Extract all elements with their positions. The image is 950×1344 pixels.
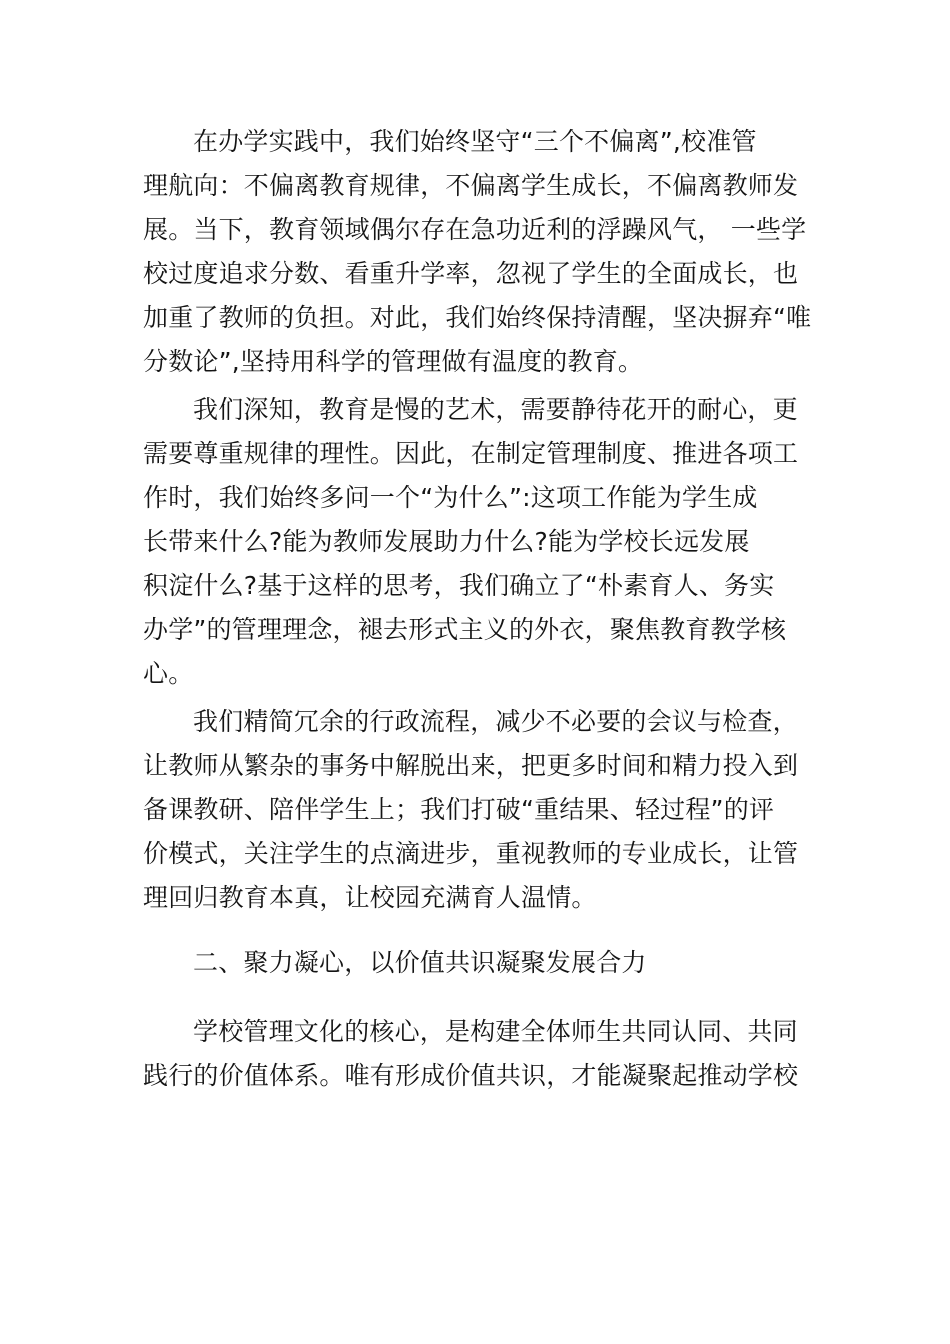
paragraph-line: 理回归教育本真，让校园充满育人温情。 bbox=[143, 883, 597, 912]
paragraph-line: 理航向：不偏离教育规律，不偏离学生成长，不偏离教师发 bbox=[143, 171, 799, 200]
paragraph-line: 长带来什么?能为教师发展助力什么?能为学校长远发展 bbox=[143, 527, 750, 556]
paragraph-line: 在办学实践中，我们始终坚守“三个不偏离”,校准管 bbox=[193, 127, 757, 156]
paragraph-line: 践行的价值体系。唯有形成价值共识，才能凝聚起推动学校 bbox=[143, 1061, 799, 1090]
paragraph-line: 加重了教师的负担。对此，我们始终保持清醒，坚决摒弃“唯 bbox=[143, 303, 812, 332]
paragraph-line: 校过度追求分数、看重升学率，忽视了学生的全面成长，也 bbox=[143, 259, 799, 288]
paragraph-line: 积淀什么?基于这样的思考，我们确立了“朴素育人、务实 bbox=[143, 571, 775, 600]
paragraph-line: 办学”的管理理念，褪去形式主义的外衣，聚焦教育教学核 bbox=[143, 615, 787, 644]
paragraph-line: 分数论”,坚持用科学的管理做有温度的教育。 bbox=[143, 347, 644, 376]
paragraph-line: 备课教研、陪伴学生上；我们打破“重结果、轻过程”的评 bbox=[143, 795, 775, 824]
paragraph-line: 价模式，关注学生的点滴进步，重视教师的专业成长，让管 bbox=[143, 839, 799, 868]
paragraph-line: 学校管理文化的核心，是构建全体师生共同认同、共同 bbox=[193, 1017, 798, 1046]
section-heading: 二、聚力凝心，以价值共识凝聚发展合力 bbox=[193, 948, 647, 977]
paragraph-line: 心。 bbox=[143, 659, 194, 688]
paragraph-line: 作时，我们始终多问一个“为什么”:这项工作能为学生成 bbox=[143, 483, 758, 512]
paragraph-line: 我们精简冗余的行政流程，减少不必要的会议与检查， bbox=[193, 707, 798, 736]
paragraph-line: 需要尊重规律的理性。因此，在制定管理制度、推进各项工 bbox=[143, 439, 799, 468]
paragraph-line: 让教师从繁杂的事务中解脱出来，把更多时间和精力投入到 bbox=[143, 751, 799, 780]
paragraph-line: 我们深知，教育是慢的艺术，需要静待花开的耐心，更 bbox=[193, 395, 798, 424]
paragraph-line: 展。当下，教育领域偶尔存在急功近利的浮躁风气， 一些学 bbox=[143, 215, 807, 244]
